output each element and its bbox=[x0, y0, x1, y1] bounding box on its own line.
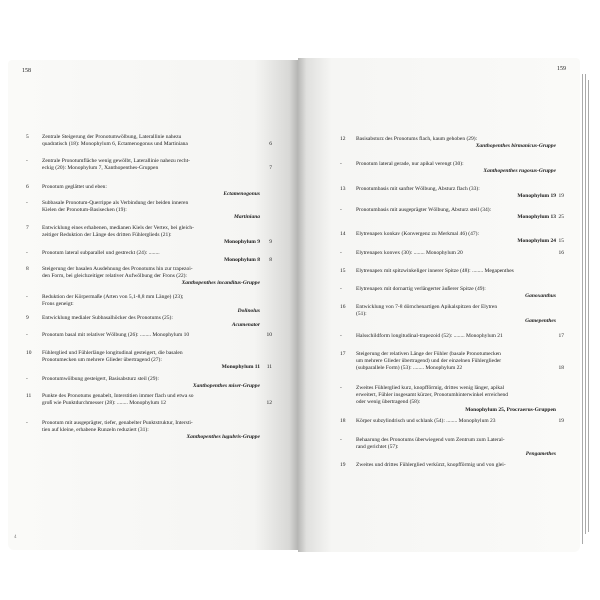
entry-number: 16 bbox=[340, 304, 346, 310]
entry-number: 6 bbox=[26, 184, 29, 190]
entry-text bbox=[356, 136, 556, 150]
entry-text bbox=[356, 304, 556, 326]
entry-number: 5 bbox=[26, 134, 29, 140]
entry-line: Subbasale Pronotum-Querrippe als Verbindung der beiden inneren bbox=[42, 200, 189, 206]
entry-line: quadratisch (18): Monophylum 6, Ectamenogonus und Martiniana bbox=[42, 141, 188, 148]
entry-line: Kielen der Pronotum-Basisecken (19): bbox=[42, 207, 127, 214]
entry-text bbox=[42, 250, 260, 264]
entry-text bbox=[356, 250, 556, 257]
entry-number: 12 bbox=[340, 136, 346, 142]
entry-number: - bbox=[26, 376, 28, 382]
entry-text bbox=[42, 350, 260, 372]
entry-text bbox=[42, 420, 260, 442]
entry-text bbox=[42, 393, 260, 407]
entry-line: Elytrenapex konkav (Konvergenz zu Merkmal 46) (47): bbox=[356, 231, 479, 237]
entry-number: 18 bbox=[340, 418, 346, 424]
entry-line: Pronotumecken um mehrere Glieder übertragend (27): bbox=[42, 357, 162, 364]
entry-result: Monophylum 25, Procraerus-Gruppen bbox=[465, 406, 556, 413]
entry-result: Ganoxanthus bbox=[525, 293, 556, 300]
entry-text bbox=[356, 286, 556, 300]
entry-result: Gamepenthes bbox=[525, 318, 556, 325]
entry-reference: 6 bbox=[269, 141, 272, 148]
entry-line: (51): bbox=[356, 311, 367, 318]
entry-line: Zentrale Pronotumfläche wenig gewölbt, Laterallinie nahezu recht- bbox=[42, 158, 190, 164]
entry-line: rand gerichtet (57): bbox=[356, 444, 399, 451]
entry-line: Entwicklung eines erhabenen, medianen Kiels der Vertex, bei gleich- bbox=[42, 225, 195, 231]
entry-text bbox=[42, 315, 260, 329]
entry-reference: 19 bbox=[558, 418, 564, 424]
entry-number: - bbox=[340, 333, 342, 339]
entry-line: Pronotumwölbung gesteigert, Basisabsturz steil (29): bbox=[42, 376, 159, 382]
entry-result: Monophylum 19 bbox=[517, 193, 556, 200]
entry-line: Steigerung der basalen Ausdehnung des Pronotums hin zur trapezoi- bbox=[42, 266, 193, 272]
entry-number: - bbox=[340, 207, 342, 213]
entry-reference: 17 bbox=[558, 333, 564, 339]
entry-line: Pronotum mit ausgeprägter, tiefer, genabelter Punktstruktur, Intersti- bbox=[42, 420, 193, 426]
entry-text bbox=[42, 266, 260, 288]
entry-line: Pronotumbasis mit ausgeprägter Wölbung, Absturz steil (34): bbox=[356, 207, 492, 213]
entry-text bbox=[356, 418, 556, 425]
entry-result: Acumenator bbox=[231, 322, 260, 329]
entry-number: - bbox=[26, 332, 28, 338]
entry-line: Steigerung der relativen Länge der Fühler (basale Pronotumecken bbox=[356, 351, 501, 357]
entry-line: Pronotum basal mit relativer Wölbung (26): ........ Monophylum 10 bbox=[42, 332, 190, 338]
entry-reference: 19 bbox=[558, 193, 564, 200]
entry-number: - bbox=[26, 420, 28, 426]
entry-line: erweitert, Fühler insgesamt kürzer, Pronotumhinterwinkel erreichend bbox=[356, 392, 509, 399]
entry-text bbox=[42, 134, 260, 148]
entry-line: tien auf kleine, erhabene Runzeln reduziert (31): bbox=[42, 427, 149, 434]
right-page bbox=[298, 58, 580, 552]
entry-line: Elytrenapex konvex (30): ........ Monophylum 20 bbox=[356, 250, 463, 256]
entry-number: 9 bbox=[26, 315, 29, 321]
entry-line: Entwicklung medialer Subbasalhöcker des Pronotums (25): bbox=[42, 315, 173, 321]
entry-text bbox=[42, 376, 260, 390]
entry-line: Reduktion der Körpermaße (Arten von 5,1-8,8 mm Länge) (23); bbox=[42, 294, 184, 300]
entry-result: Dolinolus bbox=[237, 308, 260, 315]
entry-line: groß wie Punktdurchmesser (28): ........ Monophylum 12 bbox=[42, 400, 167, 407]
entry-line: Punkte des Pronotums genabelt, Interstitien immer flach und etwa so bbox=[42, 393, 194, 399]
entry-number: - bbox=[340, 250, 342, 256]
entry-text bbox=[356, 186, 556, 200]
entry-line: Zweites und drittes Fühlerglied verkürzt, knopfförmig und von glei- bbox=[356, 462, 506, 468]
page-edge bbox=[588, 80, 589, 532]
entry-result: Xanthopenthes miser-Gruppe bbox=[192, 383, 260, 390]
entry-line: den Form, bei gleichzeitiger relativer Aufwölbung der Frons (22): bbox=[42, 273, 187, 280]
entry-reference: 12 bbox=[266, 400, 272, 407]
entry-line: Elytrenapex mit spitzwinkeliger innerer Spitze (48): ........ Megapenthes bbox=[356, 268, 514, 274]
entry-line: um mehrere Glieder übertragend) und der einzelnen Fühlerglieder bbox=[356, 358, 502, 365]
entry-reference: 9 bbox=[269, 239, 272, 246]
entry-text bbox=[356, 385, 556, 414]
entry-line: Pronotum geglättet und eben: bbox=[42, 184, 107, 190]
entry-text bbox=[356, 333, 556, 340]
page-number: 159 bbox=[557, 66, 566, 72]
entry-reference: 10 bbox=[266, 332, 272, 338]
entry-result: Martiniana bbox=[234, 214, 260, 221]
entry-result: Monophylum 24 bbox=[517, 238, 556, 245]
entry-line: Zweites Fühlerglied kurz, knopfförmig, drittes wenig länger, apikal bbox=[356, 385, 505, 391]
entry-result: Pengamethes bbox=[525, 451, 556, 458]
entry-line: Pronotum lateral subparallel und gestreckt (24): ........ bbox=[42, 250, 160, 256]
entry-result: Xanthopenthes lugubris-Gruppe bbox=[186, 434, 260, 441]
entry-line: Elytrenapex mit dornartig verlängerter äußerer Spitze (49): bbox=[356, 286, 486, 292]
entry-line: Frons geneigt: bbox=[42, 301, 74, 308]
entry-result: Monophylum 9 bbox=[224, 239, 260, 246]
entry-text bbox=[42, 184, 260, 198]
entry-line: Fühlerglied und Fühlerlänge longitudinal gesteigert, die basalen bbox=[42, 350, 183, 356]
entry-result: Ectamenogonus bbox=[223, 191, 260, 198]
entry-number: 13 bbox=[340, 186, 346, 192]
entry-number: - bbox=[26, 200, 28, 206]
entry-line: Halsschildform longitudinal-trapezoid (52): ........ Monophylum 21 bbox=[356, 333, 503, 339]
entry-text bbox=[356, 268, 556, 275]
background-bottom bbox=[0, 548, 600, 600]
entry-number: 8 bbox=[26, 266, 29, 272]
entry-text bbox=[356, 462, 556, 469]
page-edge bbox=[585, 74, 586, 534]
entry-line: Pronotumbasis mit sanfter Wölbung, Absturz flach (33): bbox=[356, 186, 480, 192]
entry-text bbox=[356, 231, 556, 245]
entry-reference: 11 bbox=[266, 364, 272, 371]
entry-text bbox=[356, 207, 556, 221]
entry-number: 11 bbox=[26, 393, 32, 399]
entry-text bbox=[42, 158, 260, 172]
entry-number: - bbox=[340, 437, 342, 443]
entry-reference: 18 bbox=[558, 365, 564, 372]
entry-number: - bbox=[340, 161, 342, 167]
entry-number: 7 bbox=[26, 225, 29, 231]
entry-line: Pronotum lateral gerade, nur apikal verengt (30): bbox=[356, 161, 464, 167]
entry-line: Körper subzylindrisch und schlank (54): ........ Monophylum 23 bbox=[356, 418, 496, 424]
entry-line: Entwicklung von 7-8 dörnchenartigen Apikalspitzen der Elytren bbox=[356, 304, 498, 310]
entry-number: 14 bbox=[340, 231, 346, 237]
entry-text bbox=[356, 351, 556, 373]
entry-number: - bbox=[26, 294, 28, 300]
entry-result: Xanthopenthes birmanicus-Gruppe bbox=[475, 143, 556, 150]
entry-number: - bbox=[340, 286, 342, 292]
entry-text bbox=[42, 332, 260, 339]
entry-line: Zentrale Steigerung der Pronotumwölbung, Laterallinie nahezu bbox=[42, 134, 182, 140]
entry-line: zeitiger Reduktion der Länge des dritten Fühlerglieds (21): bbox=[42, 232, 172, 239]
entry-text bbox=[42, 225, 260, 247]
entry-text bbox=[356, 161, 556, 175]
entry-line: oder wenig übertragend (58): bbox=[356, 399, 421, 406]
entry-line: Behaarung des Pronotums überwiegend vom Zentrum zum Lateral- bbox=[356, 437, 505, 443]
entry-text bbox=[42, 200, 260, 222]
entry-reference: 25 bbox=[558, 214, 564, 221]
left-page bbox=[8, 60, 298, 550]
corner-mark: 4 bbox=[14, 535, 17, 540]
entry-number: - bbox=[26, 158, 28, 164]
entry-result: Xanthopenthes rugosus-Gruppe bbox=[483, 168, 556, 175]
entry-result: Xanthopenthes incanditus-Gruppe bbox=[181, 280, 260, 287]
entry-reference: 8 bbox=[269, 257, 272, 264]
entry-text bbox=[356, 437, 556, 459]
entry-line: eckig (20): Monophylum 7, Xanthopenthes-Gruppen bbox=[42, 165, 159, 172]
entry-reference: 7 bbox=[269, 165, 272, 172]
entry-line: Basisabsturz des Pronotums flach, kaum gehoben (29): bbox=[356, 136, 478, 142]
entry-number: - bbox=[26, 250, 28, 256]
entry-number: - bbox=[340, 385, 342, 391]
entry-result: Monophylum 11 bbox=[221, 364, 260, 371]
entry-number: 10 bbox=[26, 350, 32, 356]
entry-result: Monophylum 8 bbox=[224, 257, 260, 264]
entry-line: (subparallele Form) (53): ........ Monophylum 22 bbox=[356, 365, 463, 372]
page-edge bbox=[582, 74, 583, 544]
entry-reference: 16 bbox=[558, 250, 564, 256]
entry-number: 17 bbox=[340, 351, 346, 357]
entry-text bbox=[42, 294, 260, 316]
page-number: 158 bbox=[22, 68, 31, 74]
entry-number: 15 bbox=[340, 268, 346, 274]
entry-result: Monophylum 13 bbox=[517, 214, 556, 221]
background-top bbox=[0, 0, 600, 62]
entry-reference: 15 bbox=[558, 238, 564, 245]
entry-number: 19 bbox=[340, 462, 346, 468]
